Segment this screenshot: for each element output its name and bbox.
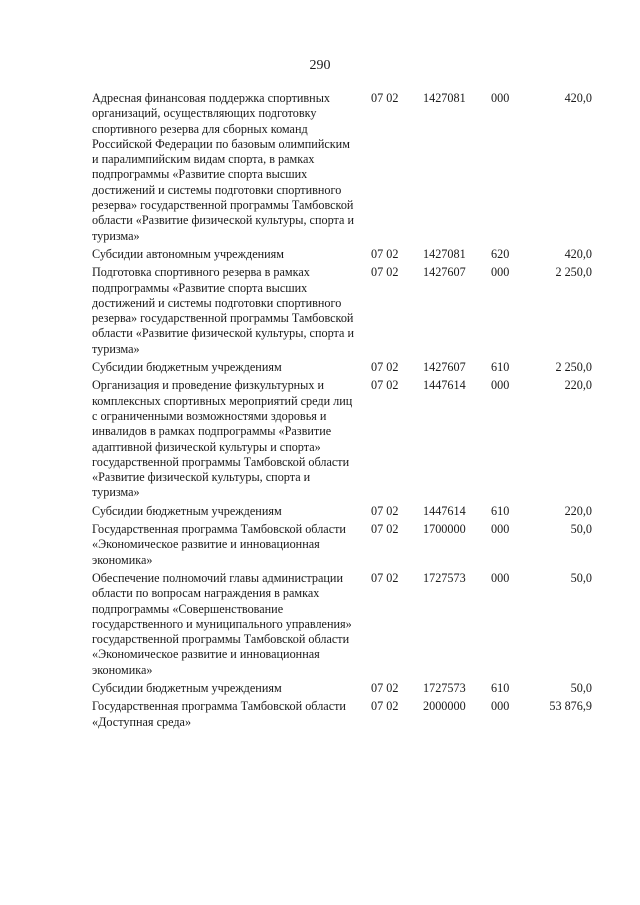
row-amount: 420,0 xyxy=(564,246,592,261)
row-expense-type-code: 000 xyxy=(491,378,510,393)
row-expense-type-code: 000 xyxy=(491,570,510,585)
row-target-article-code: 1447614 xyxy=(423,378,466,393)
row-target-article-code: 1447614 xyxy=(423,503,466,518)
row-amount: 220,0 xyxy=(564,378,592,393)
table-row xyxy=(92,360,592,375)
row-section-code: 07 02 xyxy=(371,265,399,280)
row-expense-type-code: 000 xyxy=(491,699,510,714)
row-description: Субсидии бюджетным учреждениям xyxy=(92,503,282,518)
table-row xyxy=(92,378,592,500)
row-section-code: 07 02 xyxy=(371,378,399,393)
row-target-article-code: 1427607 xyxy=(423,360,466,375)
row-amount: 50,0 xyxy=(570,522,592,537)
row-section-code: 07 02 xyxy=(371,699,399,714)
row-section-code: 07 02 xyxy=(371,570,399,585)
row-description: Подготовка спортивного резерва в рамках подпрограммы «Развитие спорта высших достижений и системы подготовки спортивного резерва» государственной программы Тамбовской области «Развитие физической культуры, спорта и туризма» xyxy=(92,265,354,356)
row-target-article-code: 2000000 xyxy=(423,699,466,714)
row-description: Субсидии бюджетным учреждениям xyxy=(92,680,282,695)
row-target-article-code: 1700000 xyxy=(423,522,466,537)
row-description: Государственная программа Тамбовской области «Доступная среда» xyxy=(92,699,346,729)
table-row xyxy=(92,265,592,357)
row-section-code: 07 02 xyxy=(371,91,399,105)
table-row xyxy=(92,504,592,519)
table-row xyxy=(92,681,592,696)
row-description: Государственная программа Тамбовской области «Экономическое развитие и инновационная экономика» xyxy=(92,522,346,567)
row-amount: 220,0 xyxy=(564,503,592,518)
row-description: Обеспечение полномочий главы администрации области по вопросам награждения в рамках подпрограммы «Совершенствование государственного и муниципального управления» государственной программы Тамбовской области «Экономическое развитие и инновационная экономика» xyxy=(92,570,352,677)
row-expense-type-code: 620 xyxy=(491,246,510,261)
row-amount: 420,0 xyxy=(564,91,592,105)
page-number: 290 xyxy=(309,58,331,73)
row-expense-type-code: 000 xyxy=(491,265,510,280)
table-row xyxy=(92,699,592,730)
row-amount: 50,0 xyxy=(570,680,592,695)
budget-table xyxy=(92,91,592,733)
table-row xyxy=(92,247,592,262)
table-row xyxy=(92,91,592,244)
row-section-code: 07 02 xyxy=(371,360,399,375)
row-description: Организация и проведение физкультурных и комплексных спортивных мероприятий среди лиц с ограниченными возможностями здоровья и инвалидов в рамках подпрограммы «Развитие адаптивной физической культуры и спорта» государственной программы Тамбовской области «Развитие физической культуры, спорта и туризма» xyxy=(92,378,353,500)
row-section-code: 07 02 xyxy=(371,246,399,261)
row-amount: 2 250,0 xyxy=(555,360,592,375)
row-amount: 53 876,9 xyxy=(549,699,592,714)
row-target-article-code: 1427081 xyxy=(423,91,466,105)
row-target-article-code: 1727573 xyxy=(423,570,466,585)
table-row xyxy=(92,571,592,678)
row-expense-type-code: 000 xyxy=(491,522,510,537)
row-expense-type-code: 610 xyxy=(491,680,510,695)
row-expense-type-code: 610 xyxy=(491,503,510,518)
row-target-article-code: 1727573 xyxy=(423,680,466,695)
row-description: Субсидии бюджетным учреждениям xyxy=(92,360,282,375)
row-section-code: 07 02 xyxy=(371,522,399,537)
row-description: Адресная финансовая поддержка спортивных организаций, осуществляющих подготовку спортивного резерва для сборных команд Российской Федерации по базовым олимпийским и паралимпийским видам спорта, в рамках подпрограммы «Развитие спорта высших достижений и системы подготовки спортивного резерва» государственной программы Тамбовской области «Развитие физической культуры, спорта и туризма» xyxy=(92,91,354,243)
row-section-code: 07 02 xyxy=(371,680,399,695)
row-description: Субсидии автономным учреждениям xyxy=(92,246,284,261)
table-row xyxy=(92,522,592,568)
row-section-code: 07 02 xyxy=(371,503,399,518)
row-amount: 50,0 xyxy=(570,570,592,585)
row-target-article-code: 1427081 xyxy=(423,246,466,261)
row-amount: 2 250,0 xyxy=(555,265,592,280)
row-target-article-code: 1427607 xyxy=(423,265,466,280)
row-expense-type-code: 000 xyxy=(491,91,510,105)
row-expense-type-code: 610 xyxy=(491,360,510,375)
